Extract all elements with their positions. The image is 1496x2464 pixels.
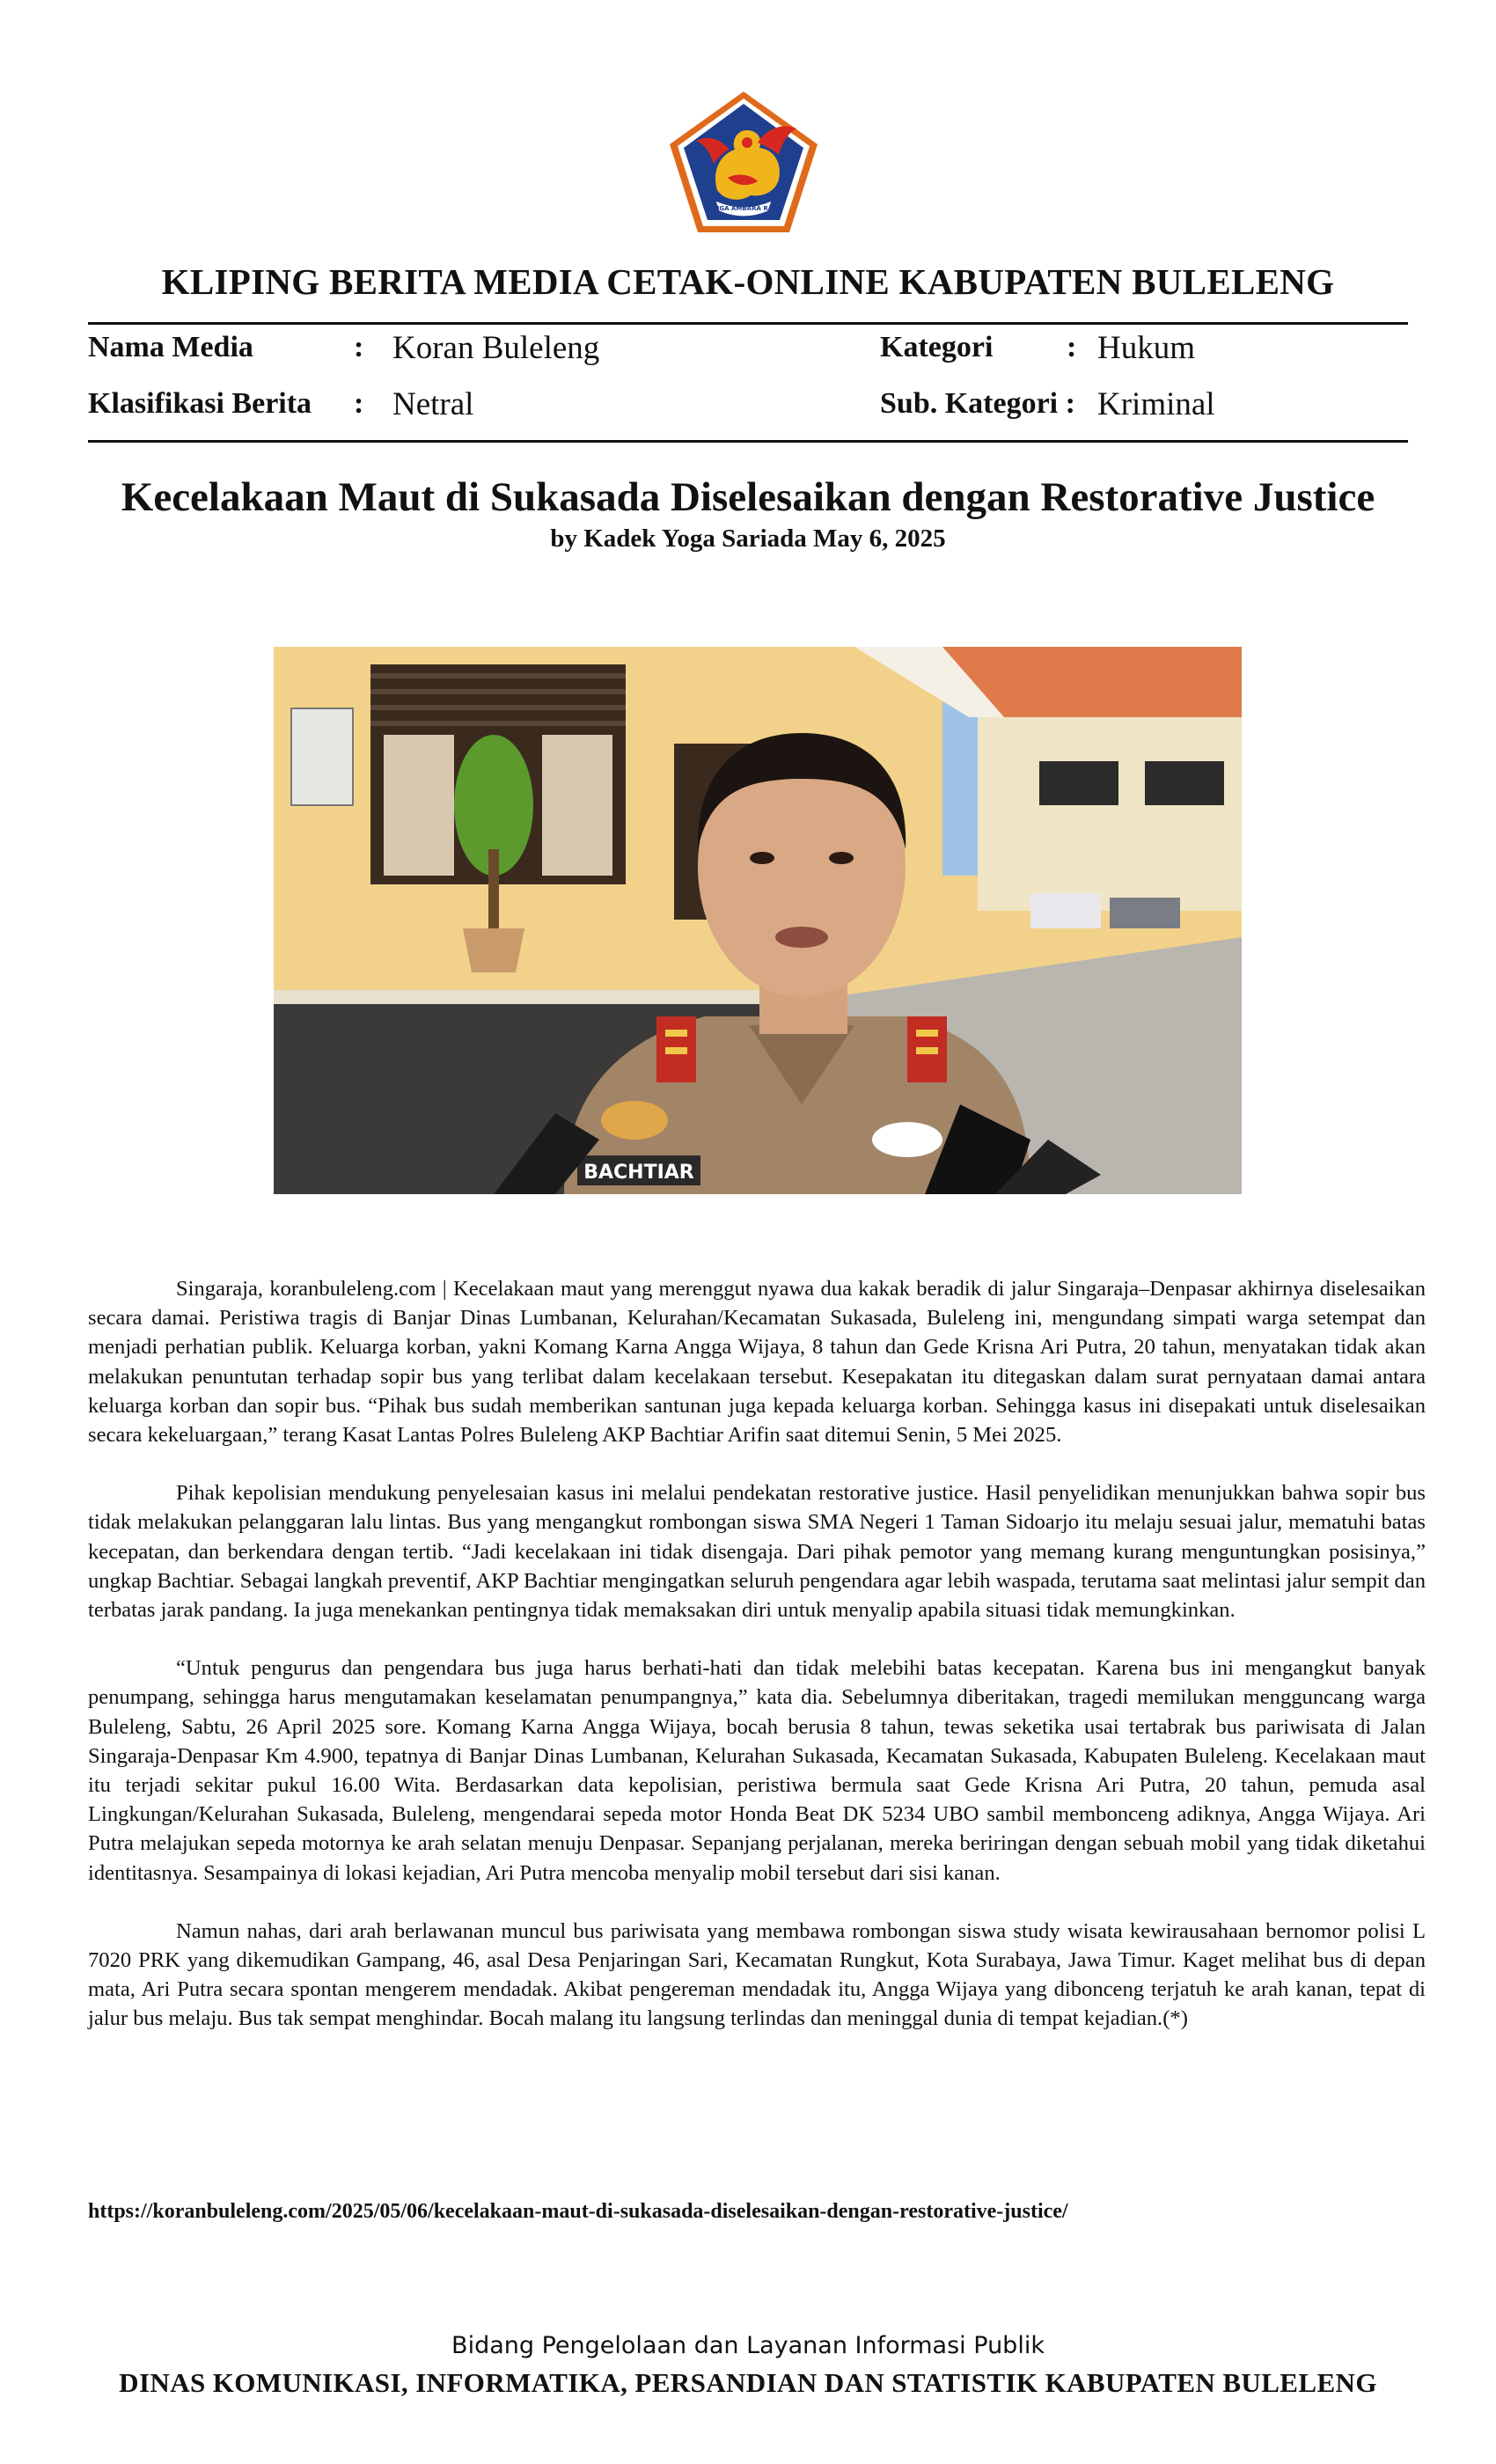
article-paragraph-1: Singaraja, koranbuleleng.com | Kecelakaan maut yang merenggut nyawa dua kakak beradik di jalur Singaraja–Denpasar akhirnya diselesaikan secara damai. Peristiwa tragis di Banjar Dinas Lumbanan, Kelurahan/Kecamatan Sukasada, Buleleng ini, mengundang simpati warga setempat dan menjadi perhatian publik. Keluarga korban, yakni Komang Karna Angga Wijaya, 8 tahun dan Gede Krisna Ari Putra, 20 tahun, menyatakan tidak akan melakukan penuntutan terhadap sopir bus yang terlibat dalam kecelakaan tersebut. Kesepakatan itu ditegaskan dalam surat pernyataan damai antara keluarga korban dan sopir bus. “Pihak bus sudah memberikan santunan juga kepada keluarga korban. Sehingga kasus ini disepakati untuk diselesaikan secara kekeluargaan,” terang Kasat Lantas Polres Buleleng AKP Bachtiar Arifin saat ditemui Senin, 5 Mei 2025.	[88, 1277, 1426, 1448]
subcategory-label: Sub. Kategori :	[880, 387, 1075, 420]
category-colon: :	[1067, 331, 1077, 363]
source-url-link[interactable]: https://koranbuleleng.com/2025/05/06/kecelakaan-maut-di-sukasada-diselesaikan-dengan-restorative-justice/	[88, 2200, 1068, 2223]
photo-name-tag: BACHTIAR	[583, 1162, 694, 1184]
classification-colon: :	[354, 387, 364, 420]
document-title: KLIPING BERITA MEDIA CETAK-ONLINE KABUPATEN BULELENG	[161, 261, 1335, 302]
article-paragraph-2: Pihak kepolisian mendukung penyelesaian kasus ini melalui pendekatan restorative justice. Hasil penyelidikan menunjukkan bahwa sopir bus tidak melakukan pelanggaran lalu lintas. Bus yang mengangkut rombongan siswa SMA Negeri 1 Taman Sidoarjo itu melaju sesuai jalur, mematuhi batas kecepatan, dan berkendara dengan tertib. “Jadi kecelakaan ini tidak disengaja. Dari pihak pemotor yang memang kurang menguntungkan posisinya,” ungkap Bachtiar. Sebagai langkah preventif, AKP Bachtiar mengingatkan seluruh pengendara agar lebih waspada, terutama saat melintasi jalur sempit dan terbatas jarak pandang. Ia juga menekankan pentingnya tidak memaksakan diri untuk menyalip apabila situasi tidak memungkinkan.	[88, 1481, 1426, 1623]
media-colon: :	[354, 331, 364, 363]
header-rule-top	[88, 322, 1408, 325]
footer-agency: DINAS KOMUNIKASI, INFORMATIKA, PERSANDIAN DAN STATISTIK KABUPATEN BULELENG	[119, 2367, 1377, 2398]
article-photo	[274, 647, 1242, 1194]
footer-department: Bidang Pengelolaan dan Layanan Informasi Publik	[451, 2332, 1045, 2359]
article-paragraph-4: Namun nahas, dari arah berlawanan muncul bus pariwisata yang membawa rombongan siswa study wisata kewirausahaan bernomor polisi L 7020 PRK yang dikemudikan Gampang, 46, asal Desa Penjaringan Sari, Kecamatan Rungkut, Kota Surabaya, Jawa Timur. Kaget melihat bus di depan mata, Ari Putra secara spontan mengerem mendadak. Akibat pengereman mendadak itu, Angga Wijaya yang dibonceng terjatuh ke arah kanan, tepat di jalur bus melaju. Bus tak sempat menghindar. Bocah malang itu langsung terlindas dan meninggal dunia di tempat kejadian.(*)	[88, 1918, 1426, 2031]
article-byline: by Kadek Yoga Sariada May 6, 2025	[550, 524, 946, 553]
header-rule-bottom	[88, 440, 1408, 443]
media-value: Koran Buleleng	[392, 330, 600, 366]
logo-motto: SINGA AMBARA RAJA	[707, 205, 781, 212]
article-body	[88, 1274, 1426, 2063]
classification-value: Netral	[392, 386, 474, 422]
classification-label: Klasifikasi Berita	[88, 387, 312, 420]
article-headline: Kecelakaan Maut di Sukasada Diselesaikan dengan Restorative Justice	[121, 474, 1375, 520]
buleleng-crest-logo	[666, 88, 821, 236]
category-label: Kategori	[880, 331, 994, 363]
subcategory-value: Kriminal	[1097, 386, 1215, 422]
media-label: Nama Media	[88, 331, 253, 363]
article-paragraph-3: “Untuk pengurus dan pengendara bus juga harus berhati-hati dan tidak melebihi batas kecepatan. Karena bus ini mengangkut banyak penumpang, sehingga harus mengutamakan keselamatan penumpangnya,” kata dia. Sebelumnya diberitakan, tragedi memilukan mengguncang warga Buleleng, Sabtu, 26 April 2025 sore. Komang Karna Angga Wijaya, bocah berusia 8 tahun, tewas seketika usai tertabrak bus pariwisata di Jalan Singaraja-Denpasar Km 4.900, tepatnya di Banjar Dinas Lumbanan, Kelurahan Sukasada, Kecamatan Sukasada, Kabupaten Buleleng. Kecelakaan maut itu terjadi sekitar pukul 16.00 Wita. Berdasarkan data kepolisian, peristiwa bermula saat Gede Krisna Ari Putra, 20 tahun, pemuda asal Lingkungan/Kelurahan Sukasada, Buleleng, mengendarai sepeda motor Honda Beat DK 5234 UBO sambil membonceng adiknya, Angga Wijaya. Ari Putra melajukan sepeda motornya ke arah selatan menuju Denpasar. Sepanjang perjalanan, mereka beriringan dengan sebuah mobil yang tidak diketahui identitasnya. Sesampainya di lokasi kejadian, Ari Putra mencoba menyalip mobil tersebut dari sisi kanan.	[88, 1656, 1426, 1885]
category-value: Hukum	[1097, 330, 1195, 366]
